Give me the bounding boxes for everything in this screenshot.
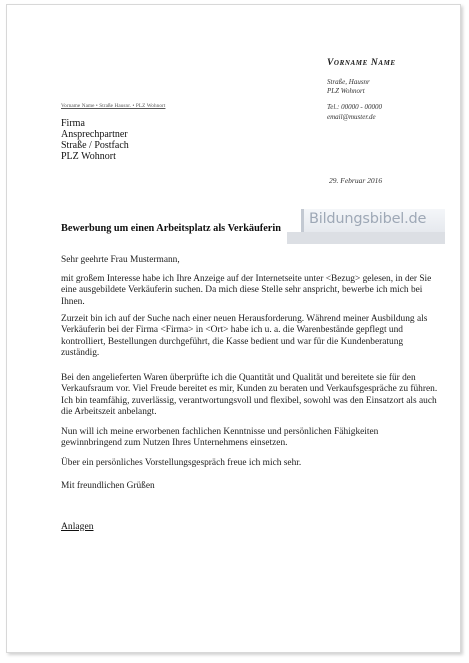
salutation: Sehr geehrte Frau Mustermann, [61, 255, 180, 265]
body-paragraph-1: mit großem Interesse habe ich Ihre Anzeige auf der Internetseite unter <Bezug> gelesen, in der Sie eine ausgebildete Verkäuferin suchen. Da mich diese Stelle sehr anspricht, bewerbe ich mich bei Ihnen. [61, 274, 432, 307]
recipient-city: PLZ Wohnort [61, 151, 116, 162]
body-paragraph-4: Nun will ich meine erworbenen fachlichen Kenntnisse und persönlichen Fähigkeiten gewinnbringend zum Nutzen Ihres Unternehmens einsetzen. [61, 427, 379, 449]
sender-phone: Tel.: 00000 - 00000 [327, 103, 382, 111]
recipient-contact: Ansprechpartner [61, 129, 128, 140]
body-paragraph-2: Zurzeit bin ich auf der Suche nach einer neuen Herausforderung. Während meiner Ausbildung als Verkäuferin bei der Firma <Firma> in <Ort> habe ich u. a. die Warenbestände gepflegt und kontrolliert, Bestellungen durchgeführt, die Kasse bedient und war für die Kundenberatung zuständig. [61, 314, 428, 358]
return-address-line: Vorname Name • Straße Hausnr. • PLZ Wohnort [61, 103, 166, 109]
watermark-logo: Bildungsbibel.de [301, 209, 445, 232]
sender-email: email@muster.de [327, 113, 376, 121]
sender-name: Vorname Name [327, 58, 396, 68]
letter-date: 29. Februar 2016 [329, 176, 383, 185]
body-paragraph-3: Bei den angelieferten Waren überprüfte ich die Quantität und Qualität und bereitete sie für den Verkaufsraum vor. Viel Freude bereitet es mir, Kunden zu beraten und Verkaufsgespräche zu führen. Ich bin teamfähig, zuverlässig, verantwortungsvoll und flexibel, sowohl was den Einsatzort als auch die Arbeitszeit anbelangt. [61, 373, 438, 417]
body-paragraph-5: Über ein persönliches Vorstellungsgespräch freue ich mich sehr. [61, 458, 302, 468]
sender-street: Straße, Hausnr [327, 78, 370, 86]
watermark-bar [287, 232, 445, 244]
sender-city: PLZ Wohnort [327, 87, 365, 95]
recipient-street: Straße / Postfach [61, 140, 129, 151]
recipient-company: Firma [61, 118, 85, 129]
letter-page [6, 4, 461, 653]
closing: Mit freundlichen Grüßen [61, 481, 155, 491]
enclosures-label: Anlagen [61, 521, 94, 532]
letter-subject: Bewerbung um einen Arbeitsplatz als Verkäuferin [61, 223, 281, 234]
